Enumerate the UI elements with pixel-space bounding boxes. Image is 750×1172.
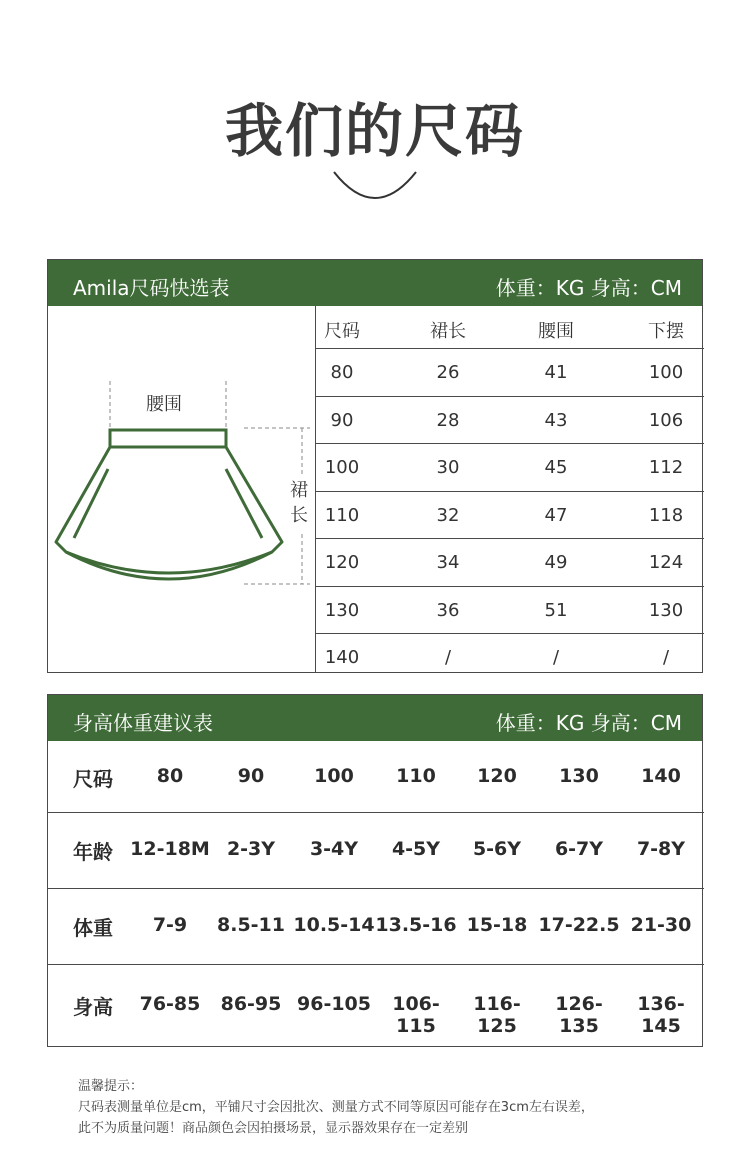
size-chart-cell: 140 (324, 647, 360, 668)
size-chart-cell: 80 (330, 362, 354, 383)
length-label: 裙长 (290, 480, 308, 526)
notes-line-2: 此不为质量问题！商品颜色会因拍摄场景，显示器效果存在一定差别 (78, 1121, 469, 1136)
row-divider (315, 586, 704, 587)
suggest-cell: 21-30 (630, 914, 692, 936)
size-chart-cell: 32 (436, 504, 460, 526)
row-divider (48, 812, 704, 813)
suggest-cell: 116-125 (473, 993, 521, 1037)
size-chart-cell: / (552, 647, 560, 668)
suggest-cell: 76-85 (139, 993, 201, 1015)
notes-line-1: 尺码表测量单位是cm，平铺尺寸会因批次、测量方式不同等原因可能存在3cm左右误差， (78, 1100, 594, 1115)
suggest-cell: 6-7Y (554, 838, 604, 860)
size-chart-cell: 112 (648, 457, 684, 478)
size-chart-cell: 36 (436, 599, 460, 621)
size-chart-cell: 100 (648, 362, 684, 383)
size-chart-cell: 106 (648, 409, 684, 431)
suggest-cell: 90 (237, 764, 265, 787)
suggest-cell: 130 (559, 764, 599, 787)
suggest-chart-header (48, 695, 702, 741)
suggest-cell: 80 (156, 764, 184, 787)
suggest-cell: 100 (314, 764, 354, 787)
suggest-row-label: 年龄 (73, 840, 113, 864)
size-chart-cell: 45 (544, 457, 568, 478)
notes-title: 温馨提示： (78, 1079, 144, 1094)
suggest-cell: 126-135 (555, 993, 603, 1037)
row-divider (315, 396, 704, 397)
row-divider (315, 633, 704, 634)
page-title: 我们的尺码 (224, 97, 525, 165)
suggest-cell: 5-6Y (472, 838, 522, 860)
suggest-cell: 120 (477, 764, 517, 787)
size-chart-cell: 34 (436, 552, 460, 573)
suggest-row-label: 尺码 (73, 766, 113, 791)
suggest-cell: 96-105 (297, 993, 371, 1015)
suggest-cell: 13.5-16 (375, 914, 457, 936)
suggest-cell: 4-5Y (391, 838, 441, 860)
size-chart-cell: / (444, 647, 452, 668)
suggest-cell: 86-95 (220, 993, 282, 1015)
size-chart-cell: 100 (324, 457, 360, 478)
suggest-cell: 17-22.5 (538, 914, 620, 936)
skirt-diagram (48, 306, 316, 672)
suggest-cell: 136-145 (637, 993, 685, 1037)
size-chart-cell: 130 (648, 599, 684, 621)
size-chart-col-header: 下摆 (648, 321, 684, 342)
suggest-chart-units: 体重：KG 身高：CM (495, 711, 682, 735)
suggest-cell: 106-115 (392, 993, 440, 1037)
smile-decoration-icon (330, 166, 420, 206)
size-chart-cell: / (662, 647, 670, 668)
suggest-row-label: 身高 (73, 995, 113, 1019)
size-chart-units: 体重：KG 身高：CM (495, 276, 682, 300)
suggest-cell: 12-18M (130, 838, 210, 860)
size-chart-cell: 110 (324, 504, 360, 526)
suggest-chart-title: 身高体重建议表 (73, 711, 213, 735)
size-chart-table (47, 259, 703, 673)
suggest-cell: 15-18 (466, 914, 528, 936)
size-chart-cell: 43 (544, 409, 568, 431)
suggest-row-label: 体重 (73, 916, 113, 940)
suggest-cell: 10.5-14 (293, 914, 375, 936)
suggest-cell: 7-9 (152, 914, 188, 936)
row-divider (315, 491, 704, 492)
suggest-cell: 2-3Y (226, 838, 276, 860)
size-chart-title: Amila尺码快选表 (73, 276, 230, 300)
row-divider (48, 964, 704, 965)
size-chart-cell: 49 (544, 552, 568, 573)
suggest-cell: 7-8Y (636, 838, 686, 860)
size-chart-cell: 26 (436, 362, 460, 383)
suggest-chart-table (47, 694, 703, 1047)
suggest-cell: 110 (396, 764, 436, 787)
waist-label: 腰围 (146, 394, 182, 415)
row-divider (315, 443, 704, 444)
size-chart-cell: 51 (544, 599, 568, 621)
size-chart-cell: 130 (324, 599, 360, 621)
row-divider (315, 538, 704, 539)
size-chart-cell: 124 (648, 552, 684, 573)
size-chart-col-header: 尺码 (324, 321, 360, 342)
size-chart-cell: 118 (648, 504, 684, 526)
size-chart-cell: 120 (324, 552, 360, 573)
size-chart-cell: 90 (330, 409, 354, 431)
suggest-cell: 3-4Y (309, 838, 359, 860)
row-divider (48, 888, 704, 889)
size-chart-cell: 41 (544, 362, 568, 383)
size-chart-header (48, 260, 702, 306)
size-chart-cell: 47 (544, 504, 568, 526)
row-divider (315, 348, 704, 349)
suggest-cell: 140 (641, 764, 681, 787)
size-chart-cell: 28 (436, 409, 460, 431)
size-chart-col-header: 裙长 (430, 321, 466, 342)
size-chart-col-header: 腰围 (538, 321, 574, 342)
skirt-icon (48, 306, 315, 672)
suggest-cell: 8.5-11 (217, 914, 285, 936)
size-chart-cell: 30 (436, 457, 460, 478)
